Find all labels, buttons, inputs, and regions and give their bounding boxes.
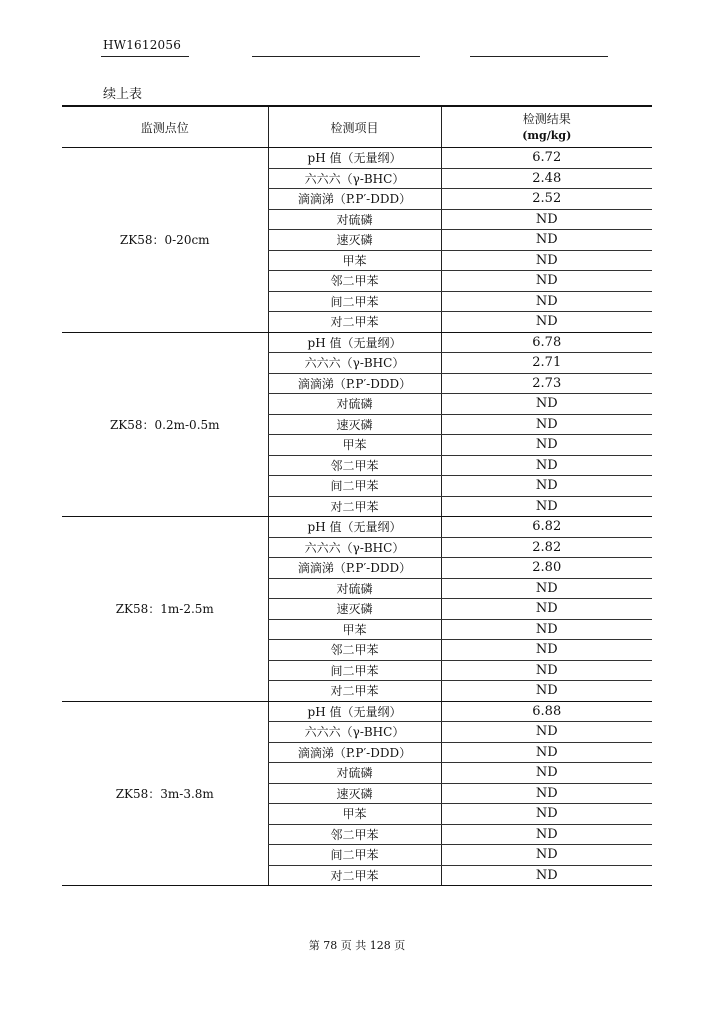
result-cell: 6.78 xyxy=(441,332,652,353)
column-header-result-unit: (mg/kg) xyxy=(522,129,572,142)
result-cell: 2.48 xyxy=(441,168,652,189)
results-table xyxy=(62,105,652,886)
table-row xyxy=(62,701,652,722)
table-caption: 续上表 xyxy=(103,87,143,102)
item-cell: 速灭磷 xyxy=(268,783,441,804)
result-cell: ND xyxy=(441,845,652,866)
site-group xyxy=(62,701,652,886)
item-cell: 六六六（γ-BHC） xyxy=(268,537,441,558)
result-cell: ND xyxy=(441,763,652,784)
result-cell: ND xyxy=(441,804,652,825)
item-cell: pH 值（无量纲） xyxy=(268,148,441,169)
result-cell: ND xyxy=(441,496,652,517)
result-cell: ND xyxy=(441,681,652,702)
document-id: HW1612056 xyxy=(103,38,182,52)
site-group xyxy=(62,332,652,517)
result-cell: 2.82 xyxy=(441,537,652,558)
site-cell: ZK58：3m-3.8m xyxy=(62,701,268,886)
item-cell: 滴滴涕（P.P′-DDD） xyxy=(268,373,441,394)
item-cell: 间二甲苯 xyxy=(268,845,441,866)
result-cell: ND xyxy=(441,660,652,681)
header-rule xyxy=(252,56,420,57)
header-rule xyxy=(470,56,608,57)
page-number: 第 78 页 共 128 页 xyxy=(308,939,406,952)
item-cell: 对硫磷 xyxy=(268,763,441,784)
item-cell: 对二甲苯 xyxy=(268,496,441,517)
result-cell: 2.52 xyxy=(441,189,652,210)
result-cell: ND xyxy=(441,742,652,763)
result-cell: ND xyxy=(441,455,652,476)
result-cell: ND xyxy=(441,599,652,620)
site-cell: ZK58：0-20cm xyxy=(62,148,268,333)
item-cell: 六六六（γ-BHC） xyxy=(268,168,441,189)
item-cell: 邻二甲苯 xyxy=(268,455,441,476)
site-cell: ZK58：0.2m-0.5m xyxy=(62,332,268,517)
site-cell: ZK58：1m-2.5m xyxy=(62,517,268,702)
item-cell: 间二甲苯 xyxy=(268,291,441,312)
result-cell: ND xyxy=(441,476,652,497)
item-cell: 甲苯 xyxy=(268,250,441,271)
item-cell: 六六六（γ-BHC） xyxy=(268,353,441,374)
result-cell: ND xyxy=(441,271,652,292)
result-cell: ND xyxy=(441,783,652,804)
result-cell: 2.71 xyxy=(441,353,652,374)
item-cell: 速灭磷 xyxy=(268,414,441,435)
result-cell: 6.88 xyxy=(441,701,652,722)
item-cell: 六六六（γ-BHC） xyxy=(268,722,441,743)
result-cell: ND xyxy=(441,291,652,312)
item-cell: 邻二甲苯 xyxy=(268,824,441,845)
result-cell: ND xyxy=(441,865,652,886)
result-cell: ND xyxy=(441,578,652,599)
item-cell: 对二甲苯 xyxy=(268,681,441,702)
column-header-item: 检测项目 xyxy=(268,106,441,148)
item-cell: 邻二甲苯 xyxy=(268,271,441,292)
item-cell: pH 值（无量纲） xyxy=(268,517,441,538)
item-cell: 间二甲苯 xyxy=(268,660,441,681)
result-cell: ND xyxy=(441,435,652,456)
item-cell: 滴滴涕（P.P′-DDD） xyxy=(268,189,441,210)
table-row xyxy=(62,148,652,169)
result-cell: 2.73 xyxy=(441,373,652,394)
result-cell: ND xyxy=(441,640,652,661)
result-cell: ND xyxy=(441,394,652,415)
item-cell: 对硫磷 xyxy=(268,578,441,599)
column-header-site: 监测点位 xyxy=(62,106,268,148)
result-cell: ND xyxy=(441,722,652,743)
result-cell: ND xyxy=(441,230,652,251)
item-cell: 对硫磷 xyxy=(268,209,441,230)
result-cell: ND xyxy=(441,824,652,845)
result-cell: ND xyxy=(441,209,652,230)
item-cell: 间二甲苯 xyxy=(268,476,441,497)
item-cell: 甲苯 xyxy=(268,435,441,456)
item-cell: 对二甲苯 xyxy=(268,312,441,333)
item-cell: 甲苯 xyxy=(268,804,441,825)
table-row xyxy=(62,332,652,353)
table-row xyxy=(62,517,652,538)
column-header-result xyxy=(441,106,652,148)
header-rule xyxy=(101,56,189,57)
item-cell: pH 值（无量纲） xyxy=(268,701,441,722)
item-cell: 滴滴涕（P.P′-DDD） xyxy=(268,742,441,763)
site-group xyxy=(62,148,652,333)
table-header-row xyxy=(62,106,652,148)
result-cell: ND xyxy=(441,414,652,435)
result-cell: 6.72 xyxy=(441,148,652,169)
item-cell: 对二甲苯 xyxy=(268,865,441,886)
column-header-result-label: 检测结果 xyxy=(522,112,571,126)
result-cell: ND xyxy=(441,619,652,640)
result-cell: ND xyxy=(441,312,652,333)
site-group xyxy=(62,517,652,702)
item-cell: 滴滴涕（P.P′-DDD） xyxy=(268,558,441,579)
result-cell: 6.82 xyxy=(441,517,652,538)
item-cell: pH 值（无量纲） xyxy=(268,332,441,353)
item-cell: 速灭磷 xyxy=(268,599,441,620)
item-cell: 甲苯 xyxy=(268,619,441,640)
result-cell: 2.80 xyxy=(441,558,652,579)
item-cell: 邻二甲苯 xyxy=(268,640,441,661)
item-cell: 速灭磷 xyxy=(268,230,441,251)
item-cell: 对硫磷 xyxy=(268,394,441,415)
result-cell: ND xyxy=(441,250,652,271)
